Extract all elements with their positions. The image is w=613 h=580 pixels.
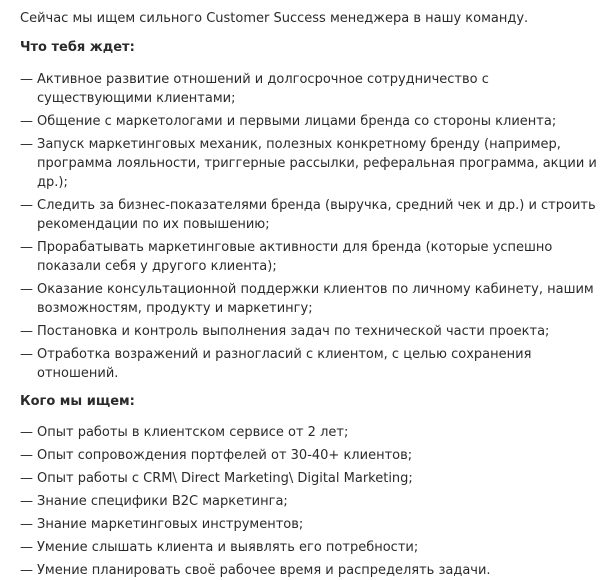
list-item: — Умение слышать клиента и выявлять его потребности; (20, 540, 419, 555)
list-item: — Опыт сопровождения портфелей от 30-40+ клиентов; (20, 448, 413, 463)
dash-bullet: — (20, 240, 33, 255)
list-item: — Следить за бизнес-показателями бренда (выручка, средний чек и др.) и строить рекомендации по их повышению; (20, 198, 596, 232)
dash-bullet: — (20, 114, 33, 129)
requirements-list (20, 423, 605, 580)
list-item: — Опыт работы с CRM\ Direct Marketing\ Digital Marketing; (20, 471, 413, 486)
list-item: — Постановка и контроль выполнения задач по технической части проекта; (20, 324, 550, 339)
dash-bullet: — (20, 448, 33, 463)
dash-bullet: — (20, 324, 33, 339)
dash-bullet: — (20, 347, 33, 362)
expectations-list (20, 70, 605, 383)
dash-bullet: — (20, 282, 33, 297)
list-item: — Прорабатывать маркетинговые активности для бренда (которые успешно показали себя у другого клиента); (20, 240, 553, 274)
dash-bullet: — (20, 425, 33, 440)
dash-bullet: — (20, 517, 33, 532)
list-item: — Знание маркетинговых инструментов; (20, 517, 304, 532)
dash-bullet: — (20, 198, 33, 213)
dash-bullet: — (20, 471, 33, 486)
list-item: — Запуск маркетинговых механик, полезных конкретному бренду (например, программа лояльности, триггерные рассылки, реферальная программа, акции и др.); (20, 137, 597, 190)
dash-bullet: — (20, 72, 33, 87)
section-title-expectations: Что тебя ждет: (20, 40, 135, 55)
dash-bullet: — (20, 540, 33, 555)
list-item: — Общение с маркетологами и первыми лицами бренда со стороны клиента; (20, 114, 557, 129)
section-title-requirements: Кого мы ищем: (20, 394, 135, 409)
list-item: — Отработка возражений и разногласий с клиентом, с целью сохранения отношений. (20, 347, 532, 381)
dash-bullet: — (20, 137, 33, 152)
dash-bullet: — (20, 563, 33, 578)
list-item: — Опыт работы в клиентском сервисе от 2 лет; (20, 425, 349, 440)
list-item: — Оказание консультационной поддержки клиентов по личному кабинету, нашим возможностям, продукту и маркетингу; (20, 282, 594, 316)
dash-bullet: — (20, 494, 33, 509)
list-item: — Умение планировать своё рабочее время и распределять задачи. (20, 563, 491, 578)
intro-text: Сейчас мы ищем сильного Customer Success менеджера в нашу команду. (20, 11, 529, 26)
list-item: — Активное развитие отношений и долгосрочное сотрудничество с существующими клиентами; (20, 72, 489, 106)
list-item: — Знание специфики B2C маркетинга; (20, 494, 288, 509)
